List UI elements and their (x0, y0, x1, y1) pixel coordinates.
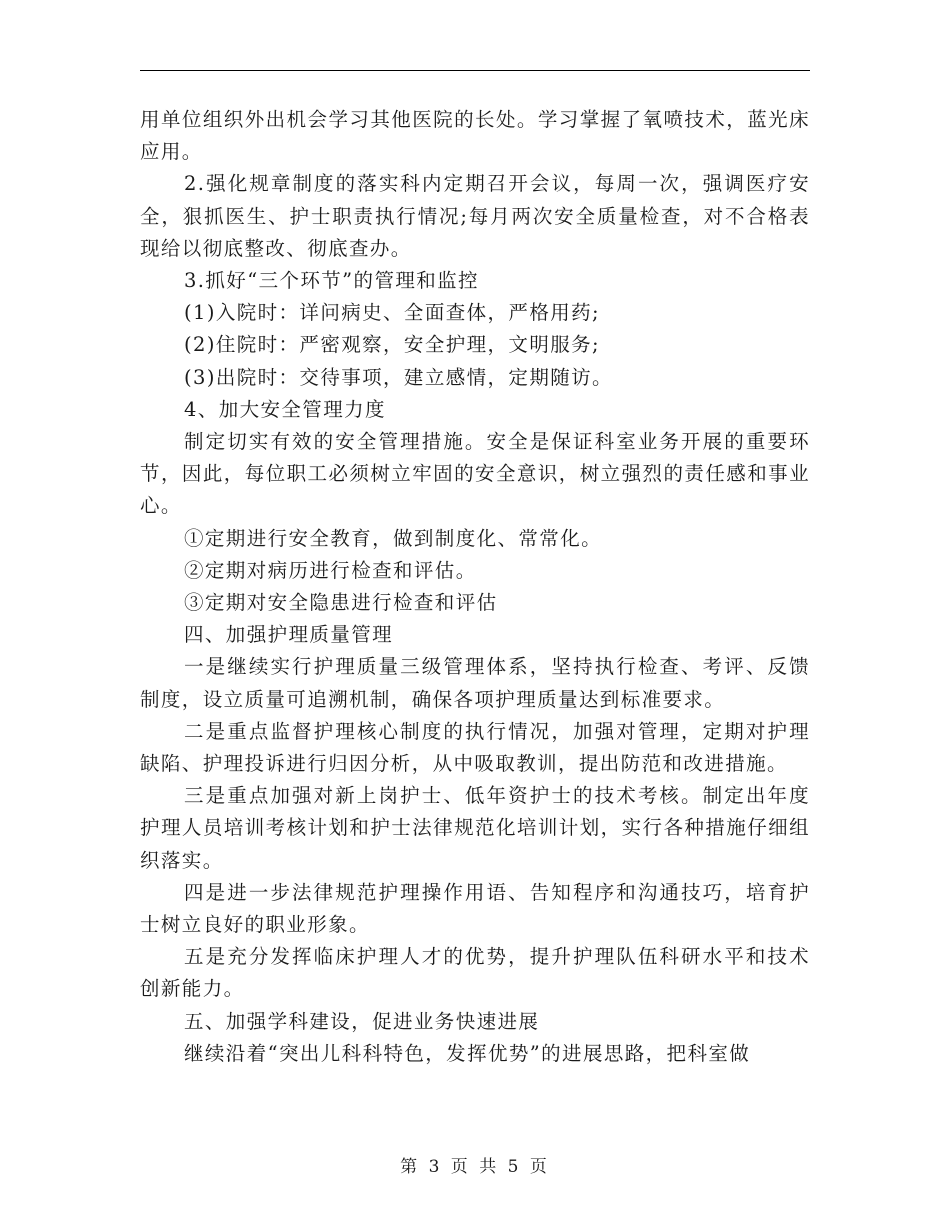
paragraph-12: 四、加强护理质量管理 (184, 623, 394, 647)
header-rule (140, 70, 810, 71)
paragraph-15: 三是重点加强对新上岗护士、低年资护士的技术考核。制定出年度护理人员培训考核计划和护士法律规范化培训计划，实行各种措施仔细组织落实。 (140, 784, 810, 872)
paragraph-13: 一是继续实行护理质量三级管理体系，坚持执行检查、考评、反馈制度，设立质量可追溯机制，确保各项护理质量达到标准要求。 (140, 655, 810, 711)
page-number: 第 3 页 共 5 页 (400, 1157, 550, 1177)
paragraph-19: 继续沿着“突出儿科科特色，发挥优势”的进展思路，把科室做 (184, 1041, 751, 1065)
paragraph-3: 3.抓好“三个环节”的管理和监控 (184, 269, 479, 293)
document-body (140, 104, 810, 1070)
paragraph-2: 2.强化规章制度的落实科内定期召开会议，每周一次，强调医疗安全，狠抓医生、护士职责执行情况;每月两次安全质量检查，对不合格表现给以彻底整改、彻底查办。 (140, 172, 810, 260)
paragraph-9: ①定期进行安全教育，做到制度化、常常化。 (184, 526, 603, 550)
paragraph-16: 四是进一步法律规范护理操作用语、告知程序和沟通技巧，培育护士树立良好的职业形象。 (140, 880, 810, 937)
paragraph-7: 4、加大安全管理力度 (184, 397, 386, 421)
paragraph-10: ②定期对病历进行检查和评估。 (184, 558, 477, 582)
paragraph-14: 二是重点监督护理核心制度的执行情况，加强对管理，定期对护理缺陷、护理投诉进行归因分析，从中吸取教训，提出防范和改进措施。 (140, 719, 810, 776)
paragraph-5: (2)住院时：严密观察，安全护理，文明服务; (184, 333, 600, 357)
paragraph-18: 五、加强学科建设，促进业务快速进展 (184, 1009, 540, 1033)
paragraph-6: (3)出院时：交待事项，建立感情，定期随访。 (184, 365, 613, 389)
paragraph-4: (1)入院时：详问病史、全面查体，严格用药; (184, 301, 600, 325)
paragraph-8: 制定切实有效的安全管理措施。安全是保证科室业务开展的重要环节，因此，每位职工必须树立牢固的安全意识，树立强烈的责任感和事业心。 (140, 430, 810, 518)
paragraph-1: 用单位组织外出机会学习其他医院的长处。学习掌握了氧喷技术，蓝光床应用。 (140, 108, 810, 164)
paragraph-17: 五是充分发挥临床护理人才的优势，提升护理队伍科研水平和技术创新能力。 (140, 945, 810, 1001)
paragraph-11: ③定期对安全隐患进行检查和评估 (184, 591, 498, 615)
